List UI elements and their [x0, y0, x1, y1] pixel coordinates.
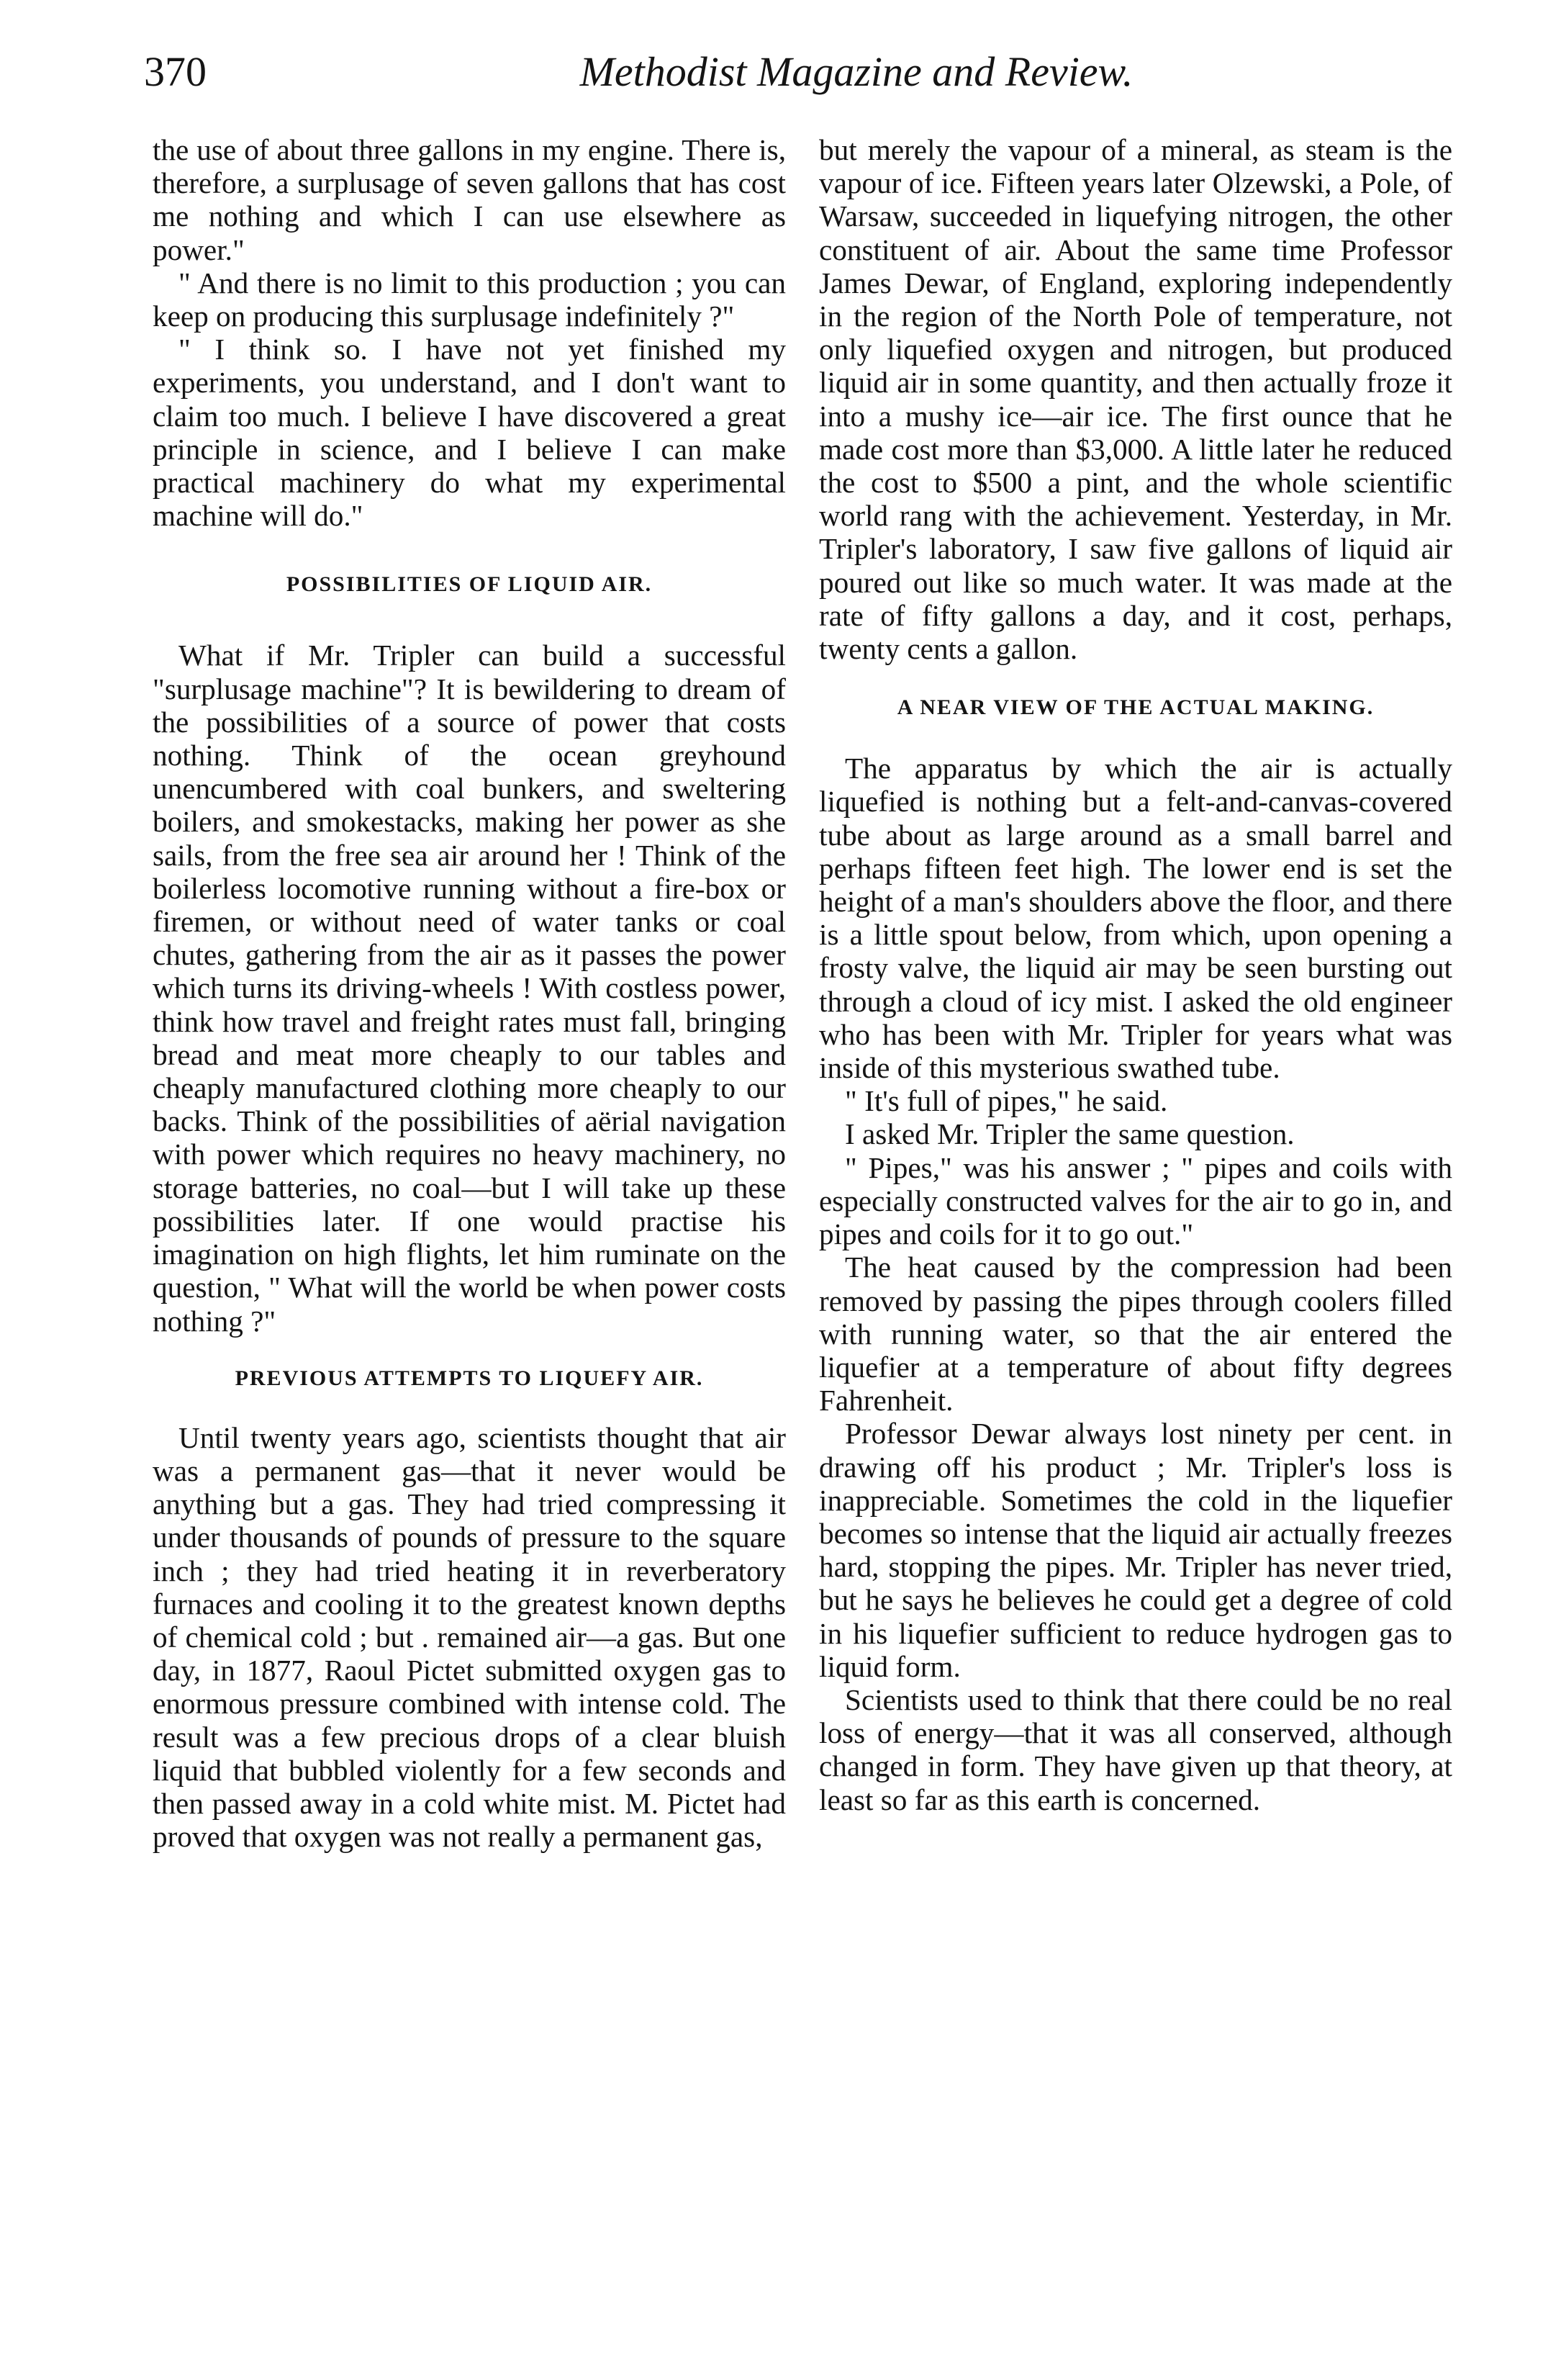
right-column: [819, 133, 1452, 1816]
paragraph: The heat caused by the compression had been removed by passing the pipes through coolers filled with running water, so that the air entered the liquefier at a temperature of about fifty degrees Fahrenheit.: [819, 1250, 1452, 1417]
left-column: [153, 133, 786, 1853]
section-heading: A NEAR VIEW OF THE ACTUAL MAKING.: [897, 695, 1375, 720]
paragraph: the use of about three gallons in my engine. There is, therefore, a surplusage of seven gallons that has cost me nothing and which I can use elsewhere as power.": [153, 133, 786, 266]
paragraph: The apparatus by which the air is actually liquefied is nothing but a felt-and-canvas-covered tube about as large around as a small barrel and perhaps fifteen feet high. The lower end is set the height of a man's shoulders above the floor, and there is a little spout below, from which, upon opening a frosty valve, the liquid air may be seen bursting out through a cloud of icy mist. I asked the old engineer who has been with Mr. Tripler for years what was inside of this mysterious swathed tube.: [819, 752, 1452, 1085]
section-heading: POSSIBILITIES OF LIQUID AIR.: [286, 572, 653, 597]
paragraph: " It's full of pipes," he said.: [845, 1084, 1168, 1118]
paragraph: " Pipes," was his answer ; " pipes and coils with especially constructed valves for the air to go in, and pipes and coils for it to go out.": [819, 1150, 1452, 1251]
section-heading: PREVIOUS ATTEMPTS TO LIQUEFY AIR.: [235, 1366, 704, 1390]
paragraph: " I think so. I have not yet finished my experiments, you understand, and I don't want to claim too much. I believe I have discovered a great principle in science, and I believe I can make practical machinery do what my experimental machine will do.": [153, 333, 786, 533]
page-number: 370: [144, 48, 207, 95]
paragraph: What if Mr. Tripler can build a successful "surplusage machine"? It is bewildering to dream of the possibilities of a source of power that costs nothing. Think of the ocean greyhound unencumbered with coal bunkers, and sweltering boilers, and smokestacks, making her power as she sails, from the free sea air around her ! Think of the boilerless locomotive running without a fire-box or firemen, or without need of water tanks or coal chutes, gathering from the air as it passes the power which turns its driving-wheels ! With costless power, think how travel and freight rates must fall, bringing bread and meat more cheaply to our tables and cheaply manufactured clothing more cheaply to our backs. Think of the possibilities of aërial navigation with power which requires no heavy machinery, no storage batteries, no coal—but I will take up these possibilities later. If one would practise his imagination on high flights, let him ruminate on the question, " What will the world be when power costs nothing ?": [153, 639, 786, 1338]
running-head: [144, 43, 1425, 101]
paragraph: Professor Dewar always lost ninety per cent. in drawing off his product ; Mr. Tripler's loss is inappreciable. Sometimes the cold in the liquefier becomes so intense that the liquid air actually freezes hard, stopping the pipes. Mr. Tripler has never tried, but he says he believes he could get a degree of cold in his liquefier sufficient to reduce hydrogen gas to liquid form.: [819, 1417, 1452, 1683]
paragraph: Until twenty years ago, scientists thought that air was a permanent gas—that it never would be anything but a gas. They had tried compressing it under thousands of pounds of pressure to the square inch ; they had tried heating it in reverberatory furnaces and cooling it to the greatest known depths of chemical cold ; but . remained air—a gas. But one day, in 1877, Raoul Pictet submitted oxygen gas to enormous pressure combined with intense cold. The result was a few precious drops of a clear bluish liquid that bubbled violently for a few seconds and then passed away in a cold white mist. M. Pictet had proved that oxygen was not really a permanent gas,: [153, 1420, 786, 1854]
paragraph: Scientists used to think that there could be no real loss of energy—that it was all conserved, although changed in form. They have given up that theory, at least so far as this earth is concerned.: [819, 1682, 1452, 1816]
paragraph: I asked Mr. Tripler the same question.: [845, 1117, 1295, 1151]
magazine-title: Methodist Magazine and Review.: [579, 48, 1134, 95]
paragraph: " And there is no limit to this production ; you can keep on producing this surplusage indefinitely ?": [153, 266, 786, 333]
paragraph: but merely the vapour of a mineral, as steam is the vapour of ice. Fifteen years later Olzewski, a Pole, of Warsaw, succeeded in liquefying nitrogen, the other constituent of air. About the same time Professor James Dewar, of England, exploring independently in the region of the North Pole of temperature, not only liquefied oxygen and nitrogen, but produced liquid air in some quantity, and then actually froze it into a mushy ice—air ice. The first ounce that he made cost more than $3,000. A little later he reduced the cost to $500 a pint, and the whole scientific world rang with the achievement. Yesterday, in Mr. Tripler's laboratory, I saw five gallons of liquid air poured out like so much water. It was made at the rate of fifty gallons a day, and it cost, perhaps, twenty cents a gallon.: [819, 133, 1452, 666]
